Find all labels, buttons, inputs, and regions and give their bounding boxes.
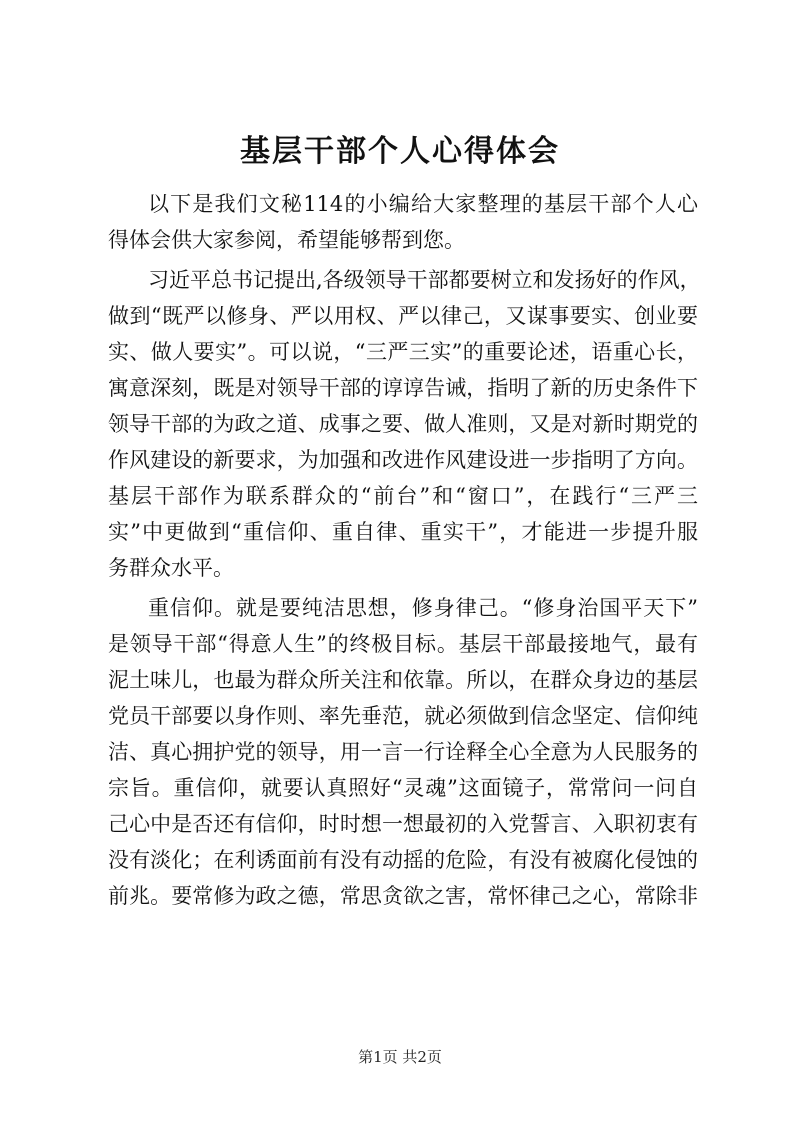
paragraph-line: 以下是我们文秘114的小编给大家整理的基层干部个人心 <box>148 192 698 216</box>
paragraph-line: 是领导干部“得意人生”的终极目标。基层干部最接地气，最有 <box>108 632 698 656</box>
paragraph-line: 前兆。要常修为政之德，常思贪欲之害，常怀律己之心，常除非 <box>108 884 698 908</box>
page-footer: 第1页 共2页 <box>358 1048 442 1066</box>
paragraph <box>108 186 698 258</box>
paragraph-line: 基层干部作为联系群众的“前台”和“窗口”，在践行“三严三 <box>108 484 698 508</box>
paragraph-line: 重信仰。就是要纯洁思想，修身律己。“修身治国平天下” <box>148 596 698 620</box>
document-body <box>108 186 701 918</box>
paragraph-line: 宗旨。重信仰，就要认真照好“灵魂”这面镜子，常常问一问自 <box>108 776 698 800</box>
paragraph-line: 实、做人要实”。可以说，“三严三实”的重要论述，语重心长， <box>108 340 698 364</box>
paragraph-line: 实”中更做到“重信仰、重自律、重实干”，才能进一步提升服 <box>108 520 698 544</box>
paragraph-line: 寓意深刻，既是对领导干部的谆谆告诫，指明了新的历史条件下 <box>108 376 698 400</box>
paragraph-line: 习近平总书记提出,各级领导干部都要树立和发扬好的作风， <box>148 268 701 292</box>
paragraph-line: 务群众水平。 <box>108 556 234 580</box>
document-title: 基层干部个人心得体会 <box>240 134 560 169</box>
paragraph-line: 泥土味儿，也最为群众所关注和依靠。所以，在群众身边的基层 <box>108 668 698 692</box>
paragraph-line: 己心中是否还有信仰，时时想一想最初的入党誓言、入职初衷有 <box>108 812 698 836</box>
paragraph-line: 得体会供大家参阅，希望能够帮到您。 <box>108 228 465 252</box>
paragraph <box>108 590 698 914</box>
paragraph-line: 做到“既严以修身、严以用权、严以律己，又谋事要实、创业要 <box>108 304 698 328</box>
paragraph-line: 领导干部的为政之道、成事之要、做人准则，又是对新时期党的 <box>108 412 698 436</box>
paragraph-line: 洁、真心拥护党的领导，用一言一行诠释全心全意为人民服务的 <box>108 740 698 764</box>
paragraph <box>108 262 701 586</box>
paragraph-line: 没有淡化；在利诱面前有没有动摇的危险，有没有被腐化侵蚀的 <box>108 848 698 872</box>
paragraph-line: 作风建设的新要求，为加强和改进作风建设进一步指明了方向。 <box>108 448 698 472</box>
paragraph-line: 党员干部要以身作则、率先垂范，就必须做到信念坚定、信仰纯 <box>108 704 698 728</box>
